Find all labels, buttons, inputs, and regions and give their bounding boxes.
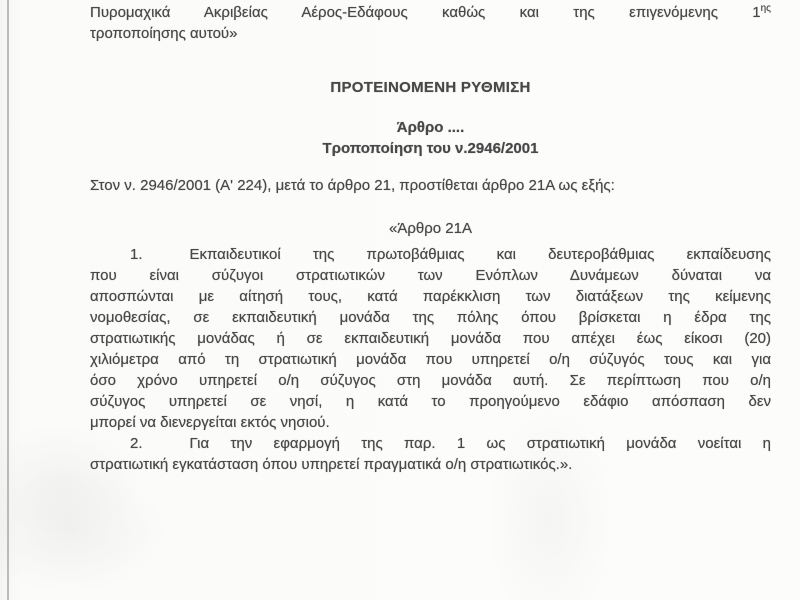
ordinal-superscript: ης — [760, 3, 771, 14]
paragraph-line: χιλιόμετρα από τη στρατιωτική μονάδα που υπηρετεί ο/η σύζυγός τους και για — [90, 351, 771, 368]
paragraph-line: αποσπώνται με αίτησή τους, κατά παρέκκλιση των διατάξεων της κείμενης — [90, 288, 771, 305]
paragraph-line — [90, 433, 771, 454]
paragraph-number: 2. — [130, 435, 143, 452]
paragraph-line: μπορεί να διενεργείται εκτός νησιού. — [90, 414, 330, 431]
paragraph-line: νομοθεσίας, σε εκπαιδευτική μονάδα της πόλης όπου βρίσκεται η έδρα της — [90, 309, 771, 326]
paragraph-line-text: Για την εφαρμογή της παρ. 1 ως στρατιωτική μονάδα νοείται η — [189, 435, 771, 452]
paragraph-line — [90, 244, 771, 265]
paragraph-line-text: Εκπαιδευτικοί της πρωτοβάθμιας και δευτεροβάθμιας εκπαίδευσης — [189, 246, 771, 263]
quoted-article-title: «Άρθρο 21Α — [389, 220, 472, 237]
paragraph-line: σύζυγος υπηρετεί σε νησί, η κατά το προηγούμενο εδάφιο απόσπαση δεν — [90, 393, 771, 410]
fragment-line-1-text: Πυρομαχικά Ακριβείας Αέρος-Εδάφους καθώς και της επιγενόμενης 1 — [90, 4, 761, 21]
paragraph-line: στρατιωτική εγκατάσταση όπου υπηρετεί πραγματικά ο/η στρατιωτικός.». — [90, 456, 573, 473]
paragraph-number: 1. — [130, 246, 143, 263]
paragraph-2 — [90, 433, 771, 475]
fragment-line-1 — [90, 2, 771, 23]
heading-proposed-regulation: ΠΡΟΤΕΙΝΟΜΕΝΗ ΡΥΘΜΙΣΗ — [330, 79, 531, 96]
fragment-line-2: τροποποίησης αυτού» — [90, 25, 238, 42]
article-amendment-line: Τροποποίηση του ν.2946/2001 — [322, 140, 539, 157]
paragraph-line: στρατιωτικής μονάδας ή σε εκπαιδευτική μονάδα που απέχει έως είκοσι (20) — [90, 330, 771, 347]
intro-line: Στον ν. 2946/2001 (Α' 224), μετά το άρθρο 21, προστίθεται άρθρο 21Α ως εξής: — [90, 177, 615, 194]
article-number-line: Άρθρο .... — [396, 119, 465, 136]
paragraph-1 — [90, 244, 771, 433]
paragraph-line: που είναι σύζυγοι στρατιωτικών των Ενόπλων Δυνάμεων δύναται να — [90, 267, 771, 284]
document-content — [90, 2, 771, 475]
paragraph-line: όσο χρόνο υπηρετεί ο/η σύζυγος στη μονάδα αυτή. Σε περίπτωση που ο/η — [90, 372, 771, 389]
scan-edge-shadow — [7, 0, 9, 600]
